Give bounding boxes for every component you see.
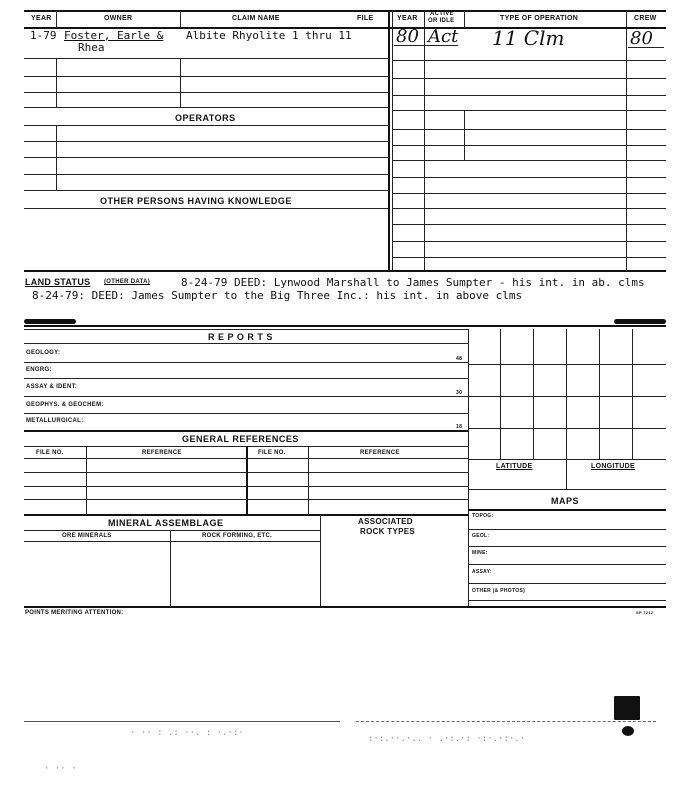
ore-minerals-col: ORE MINERALS <box>62 533 112 539</box>
scan-line-left <box>24 721 340 722</box>
reports-metallurgical-num: 18 <box>456 424 463 430</box>
reports-geology: GEOLOGY: <box>26 350 61 356</box>
reports-geology-num: 48 <box>456 356 463 362</box>
land-status-line2: 8-24-79: DEED: James Sumpter to the Big Three Inc.: his int. in above clms <box>32 289 523 302</box>
mineral-assemblage-heading: MINERAL ASSEMBLAGE <box>108 518 224 528</box>
header-active-1: ACTIVE <box>430 11 454 17</box>
ref-col-file-1: FILE NO. <box>36 450 64 456</box>
header-year-2: YEAR <box>397 15 418 22</box>
reports-assay: ASSAY & IDENT: <box>26 384 78 390</box>
other-persons-heading: OTHER PERSONS HAVING KNOWLEDGE <box>100 196 292 206</box>
scan-line-right <box>356 721 656 722</box>
associated-rock-line1: ASSOCIATED <box>358 517 413 526</box>
reports-metallurgical: METALLURGICAL: <box>26 418 84 424</box>
land-status-line1: 8-24-79 DEED: Lynwood Marshall to James Sumpter - his int. in ab. clms <box>181 276 645 289</box>
latitude-label: LATITUDE <box>496 463 533 470</box>
general-references-heading: GENERAL REFERENCES <box>182 434 299 444</box>
header-active-2: OR IDLE <box>428 18 455 24</box>
rock-forming-col: ROCK FORMING, ETC. <box>202 533 273 539</box>
associated-rock-line2: ROCK TYPES <box>360 527 416 536</box>
maps-topog: TOPOG: <box>472 513 494 519</box>
maps-heading: MAPS <box>551 496 580 506</box>
operators-heading: OPERATORS <box>175 113 236 123</box>
scan-noise-3: · ·· · <box>44 764 77 774</box>
ref-col-file-2: FILE NO. <box>258 450 286 456</box>
scan-blot-2 <box>622 726 634 736</box>
header-owner: OWNER <box>104 15 133 22</box>
maps-mine: MINE: <box>472 550 488 556</box>
scan-smudge-left <box>24 319 76 324</box>
maps-other: OTHER (& PHOTOS) <box>472 588 526 594</box>
header-claim-name: CLAIM NAME <box>232 15 280 22</box>
reports-geophys: GEOPHYS. & GEOCHEM: <box>26 402 104 408</box>
points-meriting-attention: POINTS MERITING ATTENTION: <box>25 610 124 616</box>
scan-blot <box>614 696 640 720</box>
entry-owner-line2: Rhea <box>78 41 105 54</box>
reports-heading: R E P O R T S <box>208 332 273 342</box>
entry-claim: Albite Rhyolite 1 thru 11 <box>186 29 352 42</box>
entry-year: 1-79 <box>30 29 57 42</box>
entry-op-year: 80 <box>396 26 419 47</box>
header-year: YEAR <box>31 15 52 22</box>
header-type-of-operation: TYPE OF OPERATION <box>500 15 579 22</box>
entry-op-type: 11 Clm <box>492 26 565 50</box>
header-file: FILE <box>357 15 374 22</box>
ref-col-reference-1: REFERENCE <box>142 450 182 456</box>
scan-noise-2: :·:.··.·.. · .·:.·: ·:·.·:·.· <box>368 734 526 744</box>
maps-geol: GEOL: <box>472 533 490 539</box>
reports-assay-num: 30 <box>456 390 463 396</box>
scan-smudge-right <box>614 319 666 324</box>
form-number: SP 7212 <box>636 610 654 615</box>
land-status-sub: (OTHER DATA) <box>104 279 151 285</box>
entry-crew: 80 <box>630 28 653 49</box>
maps-assay: ASSAY: <box>472 569 492 575</box>
entry-owner-line1: Foster, Earle & <box>64 29 164 42</box>
reports-engrg: ENGRG: <box>26 367 52 373</box>
longitude-label: LONGITUDE <box>591 463 635 470</box>
entry-op-status: Act <box>428 26 459 47</box>
land-status-label: LAND STATUS <box>25 277 91 287</box>
header-crew: CREW <box>634 15 657 22</box>
scan-noise-1: · ·· : .: ··. : ·.·:· <box>130 728 244 738</box>
ref-col-reference-2: REFERENCE <box>360 450 400 456</box>
